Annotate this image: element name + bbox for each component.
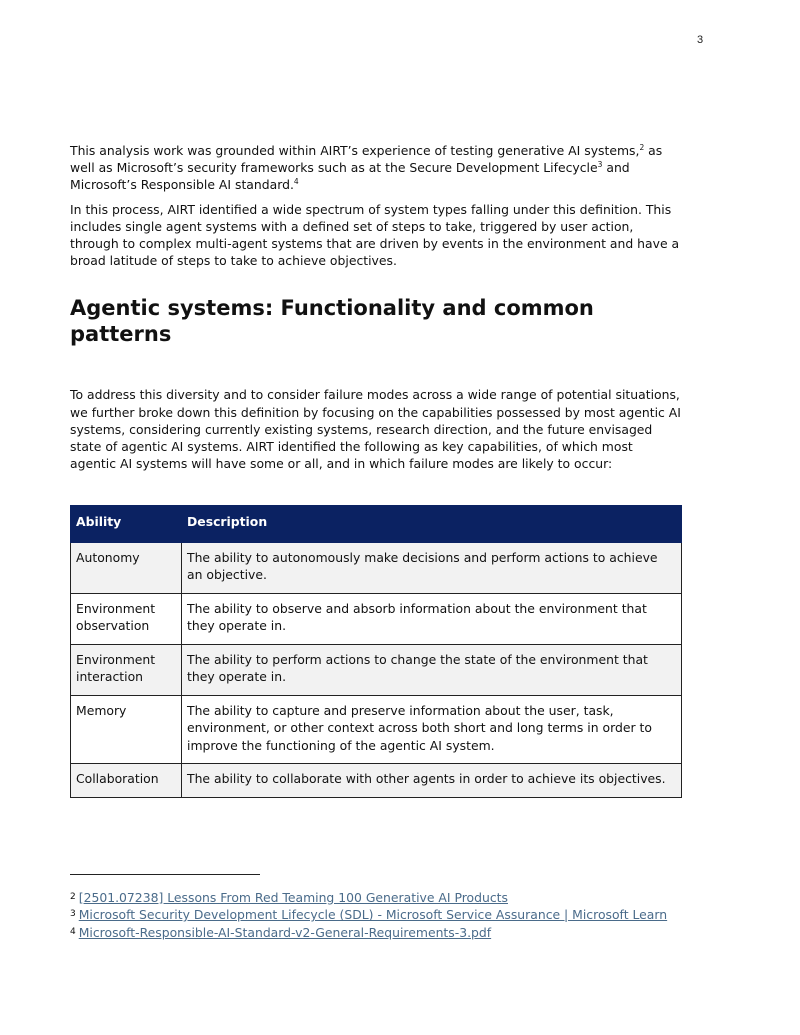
table-row <box>71 542 682 593</box>
footnote-ref-2[interactable]: 2 <box>639 143 645 152</box>
intro-text-c: and Microsoft’s Responsible AI standard. <box>70 160 630 193</box>
ability-cell: Collaboration <box>71 764 182 798</box>
footnote-number: 4 <box>70 926 76 937</box>
footnote-4 <box>70 924 710 941</box>
footnote-link-3[interactable]: Microsoft Security Development Lifecycle (SDL) - Microsoft Service Assurance | Microsoft Learn <box>78 907 668 923</box>
footnote-ref-4[interactable]: 4 <box>293 177 299 187</box>
footnote-link-4[interactable]: Microsoft-Responsible-AI-Standard-v2-General-Requirements-3.pdf <box>78 924 492 940</box>
header-ability: Ability <box>71 506 182 543</box>
table-row <box>71 764 682 798</box>
table-row <box>71 644 682 695</box>
capabilities-table <box>70 505 682 798</box>
description-cell: The ability to collaborate with other agents in order to achieve its objectives. <box>182 764 682 798</box>
header-description: Description <box>182 506 682 543</box>
footnote-link-2[interactable]: [2501.07238] Lessons From Red Teaming 100 Generative AI Products <box>78 890 508 905</box>
footnote-ref-3[interactable]: 3 <box>597 160 603 170</box>
description-cell: The ability to capture and preserve information about the user, task, environment, or other context across both short and long terms in order to improve the functioning of the agentic AI system. <box>182 695 682 764</box>
description-cell: The ability to observe and absorb information about the environment that they operate in. <box>182 593 682 644</box>
ability-cell: Environment interaction <box>71 644 182 695</box>
intro-paragraph-1 <box>70 142 682 194</box>
intro-text-b: as well as Microsoft’s security frameworks such as at the Secure Development Lifecycle <box>70 143 663 176</box>
description-cell: The ability to autonomously make decisions and perform actions to achieve an objective. <box>182 542 682 593</box>
description-cell: The ability to perform actions to change the state of the environment that they operate in. <box>182 644 682 695</box>
page-number: 3 <box>697 34 704 46</box>
intro-paragraph-2: In this process, AIRT identified a wide spectrum of system types falling under this definition. This includes single agent systems with a defined set of steps to take, triggered by user action, through to complex multi-agent systems that are driven by events in the environment and have a broad latitude of steps to take to achieve objectives. <box>70 201 680 269</box>
section-paragraph: To address this diversity and to consider failure modes across a wide range of potential situations, we further broke down this definition by focusing on the capabilities possessed by most agentic AI systems, considering currently existing systems, research direction, and the future envisaged state of agentic AI systems. AIRT identified the following as key capabilities, of which most agentic AI systems will have some or all, and in which failure modes are likely to occur: <box>70 387 681 472</box>
footnote-number: 3 <box>70 909 76 920</box>
footnotes <box>70 889 710 941</box>
ability-cell: Autonomy <box>71 542 182 593</box>
intro-text-a: This analysis work was grounded within AIRT’s experience of testing generative AI systems, <box>70 143 640 158</box>
table-row <box>71 695 682 764</box>
footnote-divider <box>70 874 260 875</box>
section-heading: Agentic systems: Functionality and common patterns <box>70 296 594 347</box>
footnote-3 <box>70 906 710 923</box>
ability-cell: Memory <box>71 695 182 764</box>
document-body <box>70 142 682 798</box>
table-header-row <box>71 506 682 543</box>
table-row <box>71 593 682 644</box>
footnote-number: 2 <box>70 892 76 902</box>
ability-cell: Environment observation <box>71 593 182 644</box>
footnote-2 <box>70 889 710 906</box>
